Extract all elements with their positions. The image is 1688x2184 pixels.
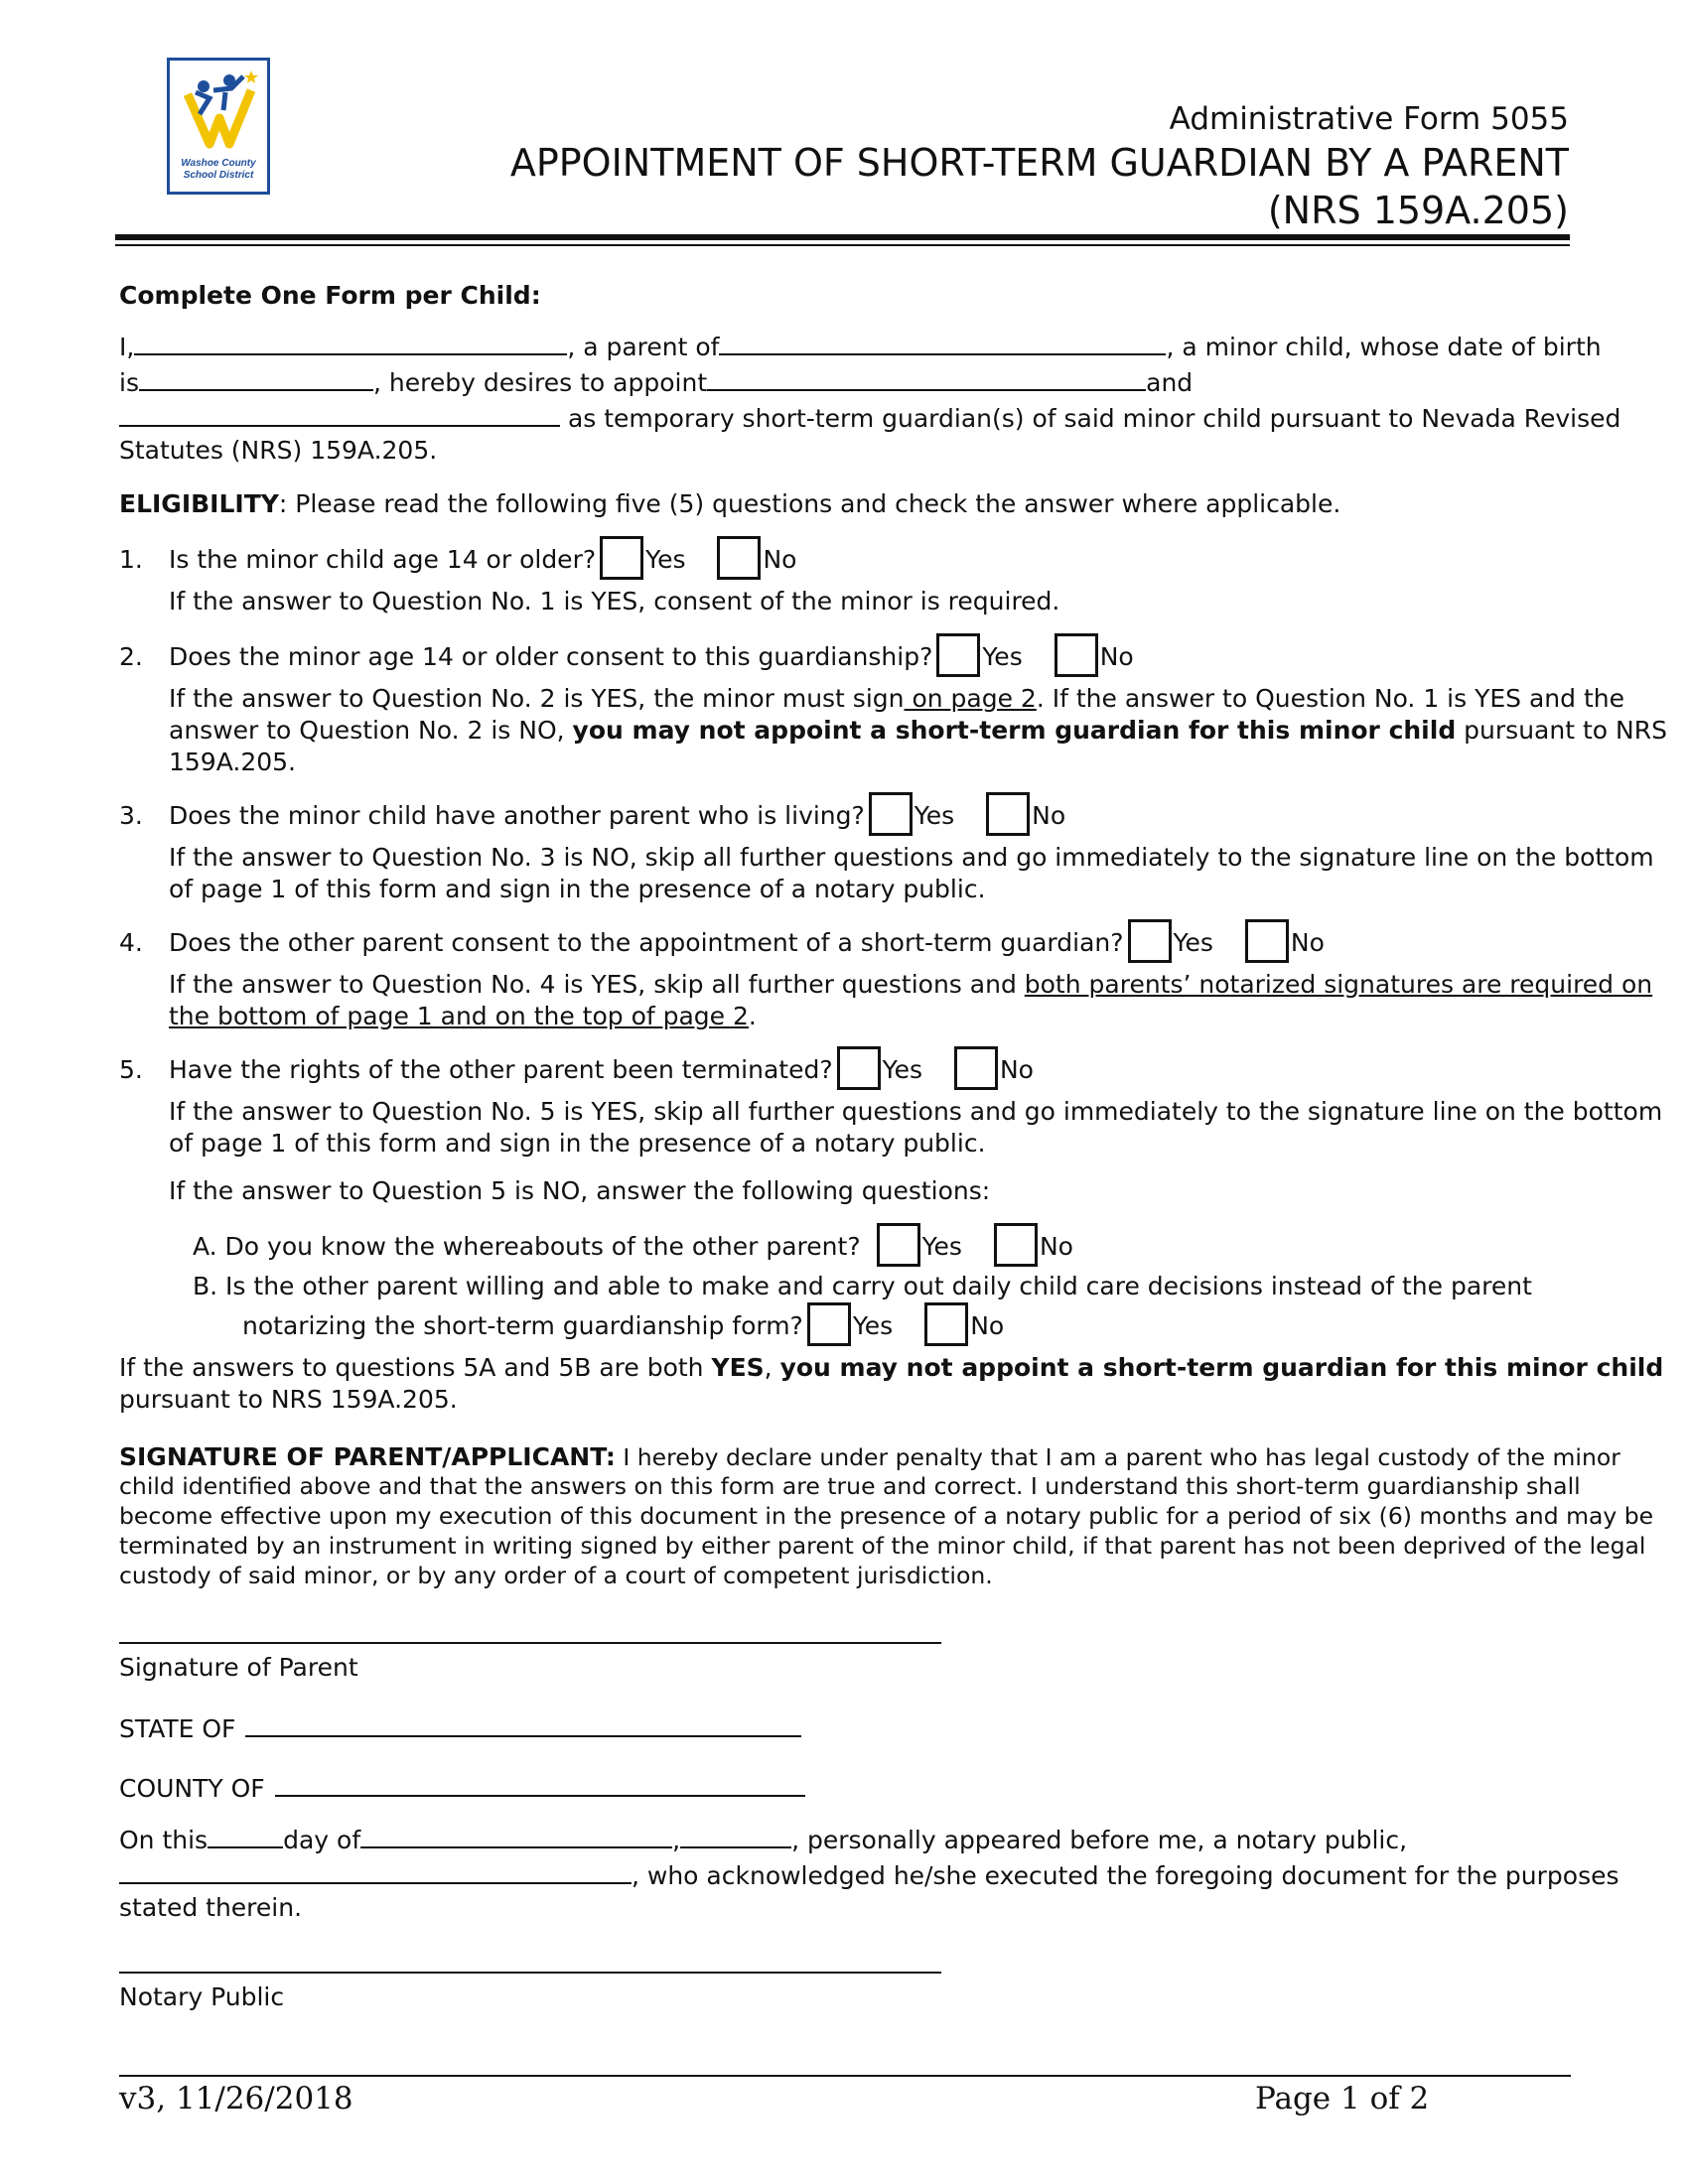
q5-no-checkbox[interactable]	[954, 1046, 998, 1090]
question-5: 5. Have the rights of the other parent been terminated? Yes No	[119, 1046, 1034, 1090]
guardian-2-field[interactable]	[119, 399, 560, 427]
note-q4-line-1: If the answer to Question No. 4 is YES, skip all further questions and both parents’ notarized signatures are required on	[169, 970, 1653, 999]
parent-name-field[interactable]	[134, 328, 567, 355]
intro-line-1: I, , a parent of , a minor child, whose date of birth	[119, 328, 1602, 363]
q2-no-checkbox[interactable]	[1055, 633, 1098, 677]
qa-no-checkbox[interactable]	[994, 1223, 1038, 1267]
intro-line-4: Statutes (NRS) 159A.205.	[119, 436, 438, 465]
declaration-line-5: custody of said minor, or by any order of a court of competent jurisdiction.	[119, 1562, 993, 1589]
q1-no-checkbox[interactable]	[717, 536, 761, 580]
footer-version: v3, 11/26/2018	[119, 2081, 353, 2116]
note-q5-line-2: of page 1 of this form and sign in the presence of a notary public.	[169, 1129, 986, 1158]
county-of-row: COUNTY OF	[119, 1769, 805, 1805]
question-4: 4. Does the other parent consent to the appointment of a short-term guardian? Yes No	[119, 919, 1325, 963]
conclusion-line-2: pursuant to NRS 159A.205.	[119, 1385, 458, 1414]
note-q2-line-1: If the answer to Question No. 2 is YES, the minor must sign on page 2. If the answer to Question No. 1 is YES and the	[169, 684, 1624, 713]
q3-yes-checkbox[interactable]	[869, 792, 913, 836]
intro-line-2: is , hereby desires to appoint and	[119, 363, 1193, 399]
footer-rule	[119, 2075, 1571, 2077]
question-3: 3. Does the minor child have another parent who is living? Yes No	[119, 792, 1065, 836]
intro-line-3: as temporary short-term guardian(s) of said minor child pursuant to Nevada Revised	[119, 399, 1620, 435]
year-field[interactable]	[680, 1821, 791, 1848]
intro-heading: Complete One Form per Child:	[119, 281, 541, 310]
note-q4-line-2: the bottom of page 1 and on the top of page 2.	[169, 1002, 757, 1030]
form-number: Administrative Form 5055	[1169, 101, 1569, 137]
form-statute: (NRS 159A.205)	[1267, 189, 1569, 232]
conclusion-line-1: If the answers to questions 5A and 5B are both YES, you may not appoint a short-term guardian for this minor child	[119, 1353, 1664, 1382]
q4-yes-checkbox[interactable]	[1128, 919, 1172, 963]
logo-figures-icon	[170, 63, 267, 162]
note-q5-no: If the answer to Question 5 is NO, answer the following questions:	[169, 1176, 991, 1205]
qa-yes-checkbox[interactable]	[877, 1223, 920, 1267]
header-rule-thick	[115, 234, 1570, 240]
declaration-line-2: child identified above and that the answers on this form are true and correct. I understand this short-term guardianship shall	[119, 1472, 1581, 1500]
sub-question-b-line-2: notarizing the short-term guardianship form? Yes No	[242, 1302, 1004, 1346]
sub-question-a: A. Do you know the whereabouts of the other parent? Yes No	[193, 1223, 1073, 1267]
qb-yes-checkbox[interactable]	[807, 1302, 851, 1346]
q3-no-checkbox[interactable]	[986, 792, 1030, 836]
q4-no-checkbox[interactable]	[1245, 919, 1289, 963]
month-field[interactable]	[360, 1821, 672, 1848]
notary-public-label: Notary Public	[119, 1982, 285, 2011]
notary-line-2: , who acknowledged he/she executed the foregoing document for the purposes	[119, 1856, 1619, 1892]
notary-line-1: On this day of , , personally appeared before me, a notary public,	[119, 1821, 1407, 1856]
guardian-1-field[interactable]	[707, 363, 1146, 391]
q2-yes-checkbox[interactable]	[936, 633, 980, 677]
form-title: APPOINTMENT OF SHORT-TERM GUARDIAN BY A PARENT	[509, 141, 1569, 185]
county-field[interactable]	[275, 1769, 805, 1797]
parent-signature-label: Signature of Parent	[119, 1653, 358, 1682]
sub-question-b-line-1: B. Is the other parent willing and able to make and carry out daily child care decisions instead of the parent	[193, 1272, 1532, 1300]
parent-signature-line[interactable]	[119, 1642, 941, 1644]
day-field[interactable]	[208, 1821, 283, 1848]
birth-date-field[interactable]	[139, 363, 373, 391]
question-2: 2. Does the minor age 14 or older consent to this guardianship? Yes No	[119, 633, 1134, 677]
question-1: 1. Is the minor child age 14 or older? Yes No	[119, 536, 796, 580]
footer-page-number: Page 1 of 2	[1255, 2081, 1430, 2116]
q5-yes-checkbox[interactable]	[837, 1046, 881, 1090]
note-q1: If the answer to Question No. 1 is YES, consent of the minor is required.	[169, 587, 1060, 615]
note-q3-line-1: If the answer to Question No. 3 is NO, skip all further questions and go immediately to the signature line on the bottom	[169, 843, 1654, 872]
state-of-row: STATE OF	[119, 1709, 801, 1745]
declaration-line-1: SIGNATURE OF PARENT/APPLICANT: I hereby declare under penalty that I am a parent who has legal custody of the minor	[119, 1442, 1620, 1471]
district-logo	[167, 58, 270, 195]
q1-yes-checkbox[interactable]	[600, 536, 643, 580]
note-q5-line-1: If the answer to Question No. 5 is YES, skip all further questions and go immediately to the signature line on the bottom	[169, 1097, 1663, 1126]
note-q3-line-2: of page 1 of this form and sign in the presence of a notary public.	[169, 875, 986, 903]
notary-line-3: stated therein.	[119, 1893, 303, 1922]
logo-text: Washoe County School District	[181, 158, 256, 181]
qb-no-checkbox[interactable]	[924, 1302, 968, 1346]
state-field[interactable]	[245, 1709, 801, 1737]
declaration-line-4: terminated by an instrument in writing signed by either parent of the minor child, if that parent has not been deprived of the legal	[119, 1532, 1646, 1560]
header-rule-thin	[115, 244, 1570, 246]
acknowledger-name-field[interactable]	[119, 1856, 632, 1884]
child-name-field[interactable]	[719, 328, 1166, 355]
declaration-line-3: become effective upon my execution of this document in the presence of a notary public for a period of six (6) months and may be	[119, 1502, 1654, 1530]
eligibility-instructions: ELIGIBILITY: Please read the following five (5) questions and check the answer where applicable.	[119, 489, 1341, 518]
note-q2-line-3: 159A.205.	[169, 748, 296, 776]
notary-signature-line[interactable]	[119, 1972, 941, 1974]
note-q2-line-2: answer to Question No. 2 is NO, you may not appoint a short-term guardian for this minor child pursuant to NRS	[169, 716, 1667, 745]
